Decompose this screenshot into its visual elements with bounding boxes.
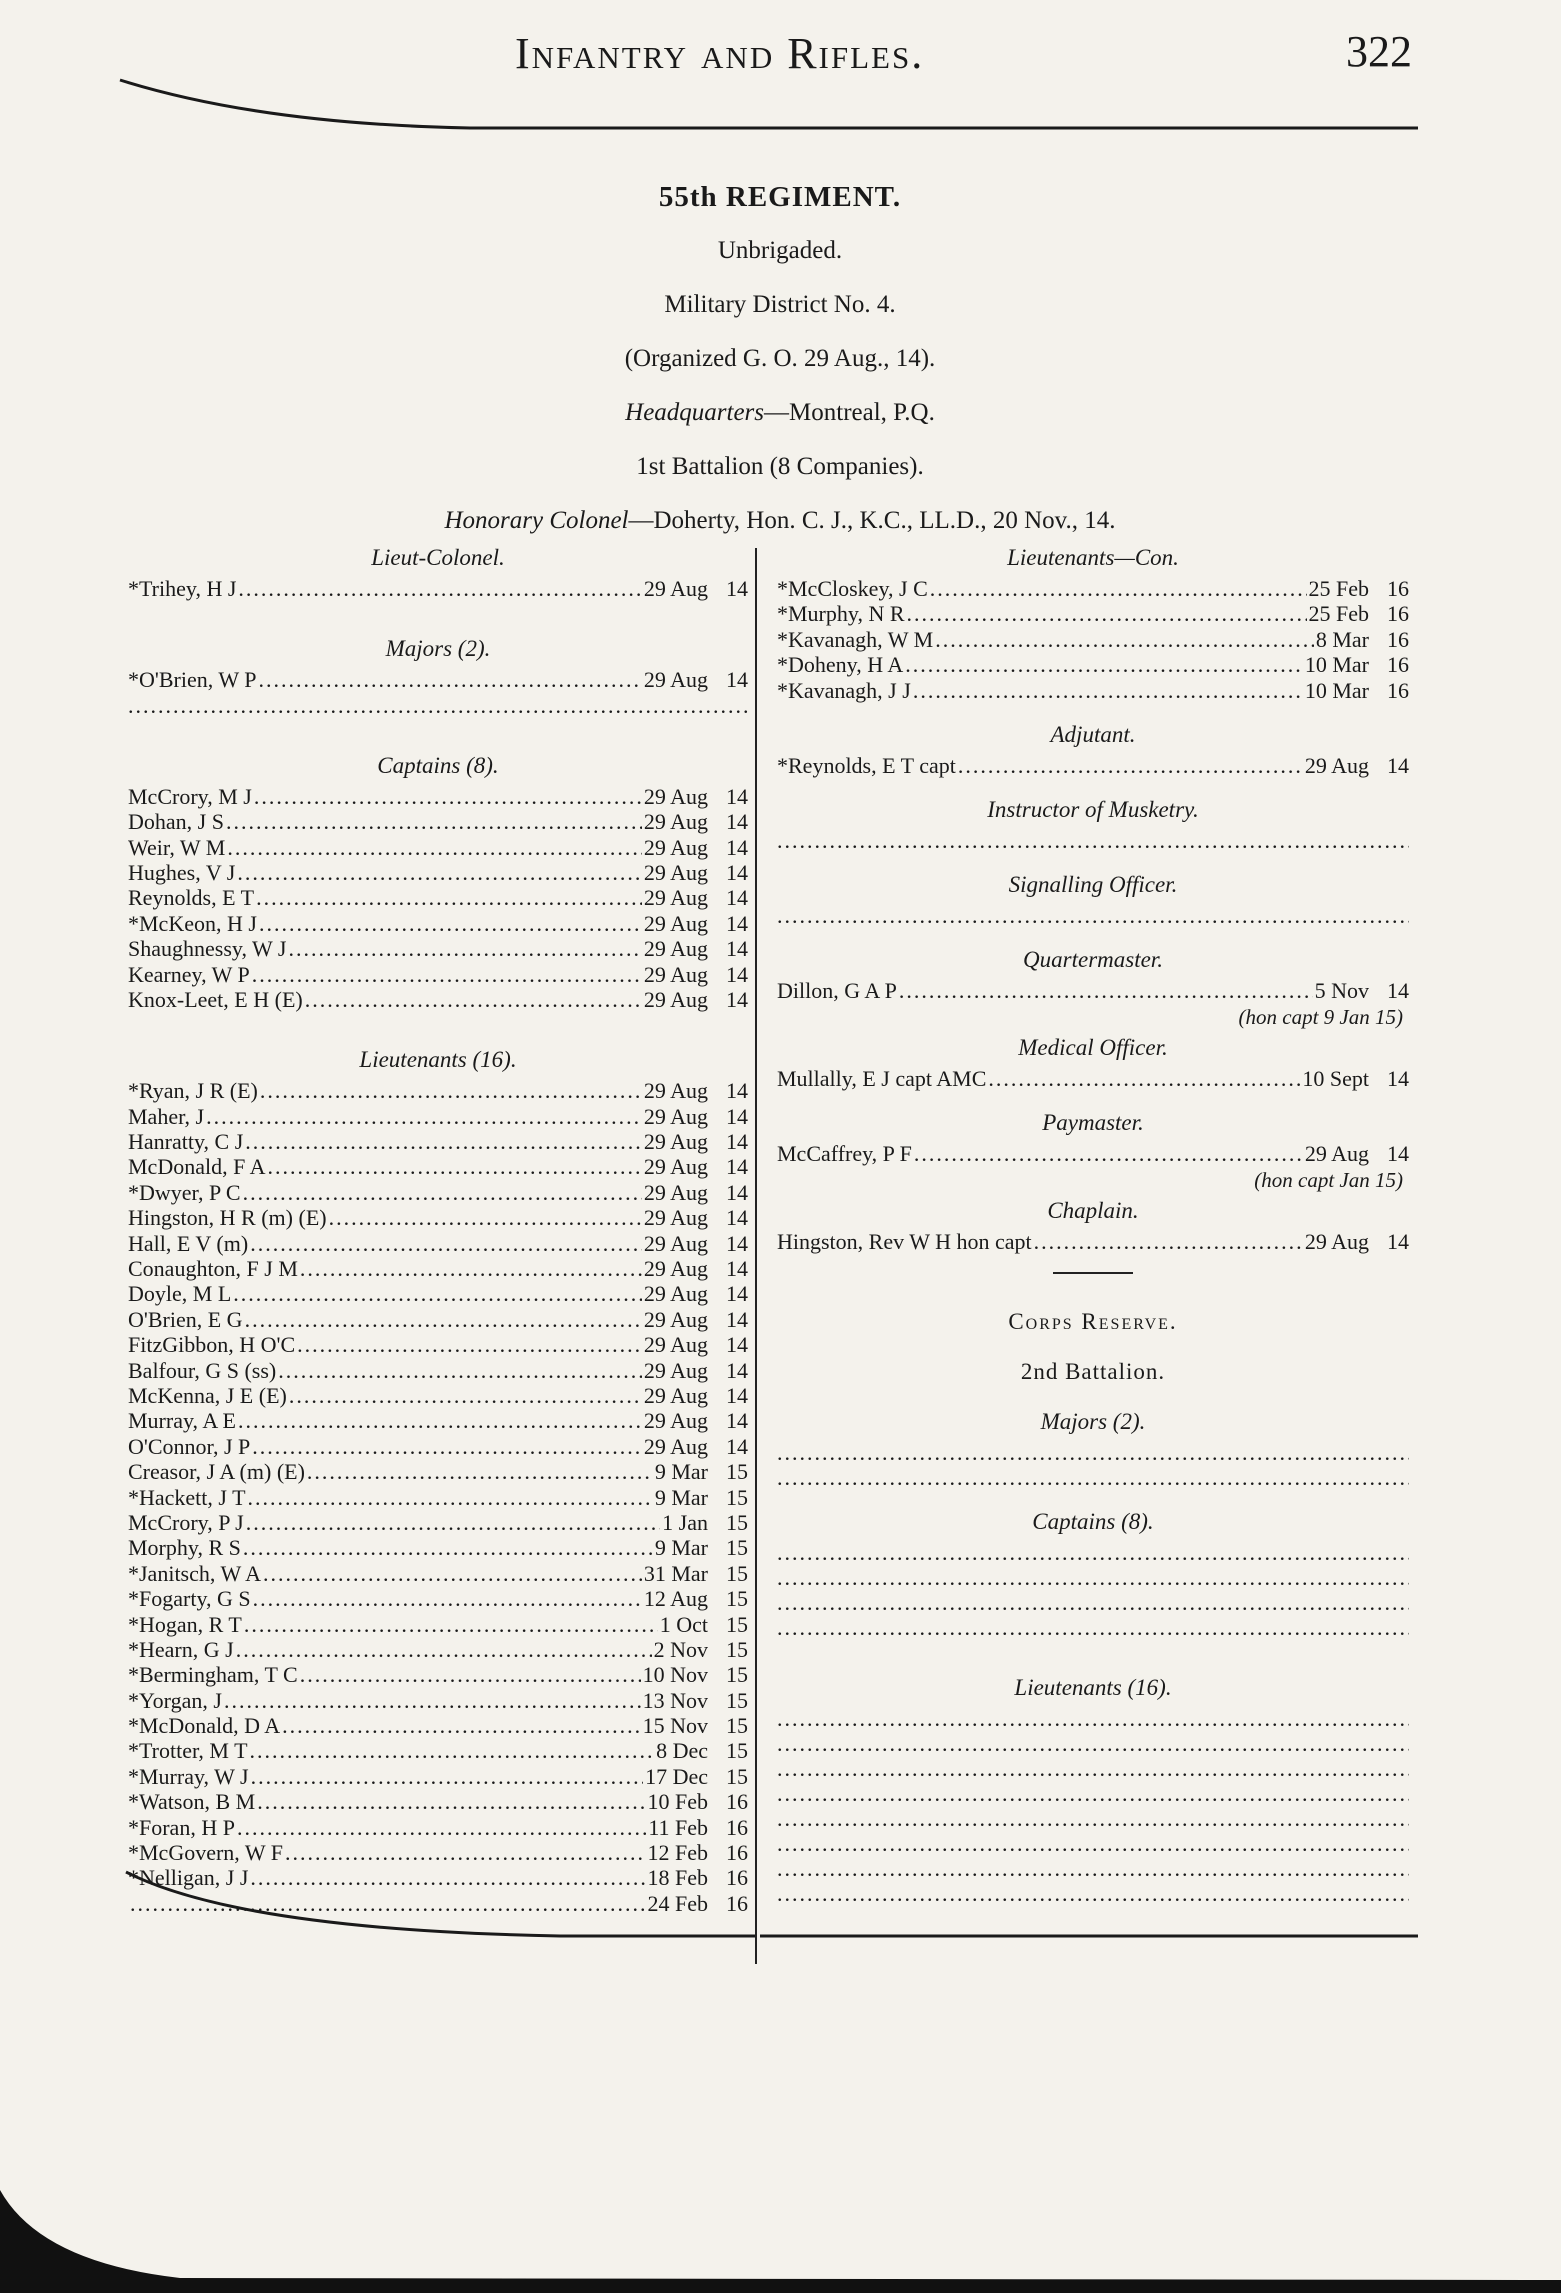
- entry-date: 9 Mar: [654, 1535, 708, 1561]
- entry-date: 31 Mar: [643, 1560, 708, 1586]
- entry-year: 14: [726, 1281, 748, 1307]
- entry-year: 15: [726, 1662, 748, 1688]
- lieut-colonel-list: [128, 576, 748, 601]
- roster-entry: [128, 1840, 748, 1865]
- paymaster-note: (hon capt Jan 15): [1254, 1167, 1403, 1192]
- regiment-title: 55th REGIMENT.: [658, 181, 902, 213]
- vacant-line: [777, 1881, 1409, 1906]
- entry-year: 14: [726, 1357, 748, 1383]
- entry-name: Murray, A E: [128, 1408, 236, 1434]
- entry-name: *O'Brien, W P: [128, 667, 257, 693]
- entry-year: 14: [726, 1332, 748, 1358]
- vacant-line: [777, 1465, 1409, 1490]
- organized-line: (Organized G. O. 29 Aug., 14).: [624, 345, 936, 372]
- entry-name: *Hackett, J T: [128, 1484, 246, 1510]
- entry-name: Hingston, Rev W H hon capt: [777, 1228, 1032, 1254]
- entry-name: *Doheny, H A: [777, 652, 904, 678]
- roster-entry: [777, 601, 1409, 626]
- entry-name: Creasor, J A (m) (E): [128, 1459, 305, 1485]
- entry-date: 2 Nov: [653, 1636, 708, 1662]
- vacant-line: [777, 1706, 1409, 1731]
- captains-list: [128, 784, 748, 1013]
- entry-year: 16: [1387, 601, 1409, 627]
- entry-date: 29 Aug: [1304, 1141, 1369, 1167]
- entry-year: 14: [726, 1433, 748, 1459]
- entry-date: 8 Mar: [1315, 626, 1369, 652]
- entry-name: *Hogan, R T: [128, 1611, 242, 1637]
- entry-year: 16: [726, 1840, 748, 1866]
- vacant-line: [777, 903, 1409, 928]
- entry-date: 29 Aug: [643, 1256, 708, 1282]
- chaplain-heading: Chaplain.: [1047, 1197, 1139, 1223]
- entry-year: 14: [726, 885, 748, 911]
- entry-year: 15: [726, 1611, 748, 1637]
- vacant-line: [777, 1565, 1409, 1590]
- entry-year: 14: [726, 1078, 748, 1104]
- entry-name: *Trihey, H J: [128, 576, 237, 601]
- entry-year: 16: [726, 1814, 748, 1840]
- vacant-line: [777, 1540, 1409, 1565]
- reserve-lieutenants-heading: Lieutenants (16).: [1014, 1674, 1172, 1700]
- roster-entry: [128, 1383, 748, 1408]
- entry-year: 16: [1387, 677, 1409, 703]
- entry-name: Weir, W M: [128, 834, 226, 860]
- entry-year: 14: [1387, 978, 1409, 1004]
- column-divider: [755, 548, 757, 1964]
- reserve-battalion-line: 2nd Battalion.: [1020, 1358, 1166, 1384]
- entry-year: 14: [726, 667, 748, 693]
- entry-date: 10 Feb: [647, 1789, 708, 1815]
- vacant-line: [777, 1831, 1409, 1856]
- entry-year: 15: [726, 1560, 748, 1586]
- entry-year: 14: [726, 1230, 748, 1256]
- entry-name: O'Connor, J P: [128, 1433, 251, 1459]
- entry-date: 10 Nov: [642, 1662, 708, 1688]
- roster-entry: [128, 1815, 748, 1840]
- entry-year: 14: [726, 910, 748, 936]
- entry-date: 29 Aug: [643, 783, 708, 809]
- roster-entry: [128, 1891, 748, 1916]
- entry-date: 29 Aug: [643, 885, 708, 911]
- majors-heading: Majors (2).: [385, 636, 491, 662]
- entry-year: 14: [726, 1205, 748, 1231]
- lieutenants-list: [128, 1078, 748, 1916]
- vacant-line: [777, 1856, 1409, 1881]
- entry-name: *McCloskey, J C: [777, 576, 928, 601]
- roster-entry: [128, 1637, 748, 1662]
- roster-entry: [128, 936, 748, 961]
- entry-name: *Ryan, J R (E): [128, 1078, 258, 1104]
- entry-date: 29 Aug: [643, 1205, 708, 1231]
- reserve-majors-heading: Majors (2).: [1040, 1408, 1146, 1434]
- entry-year: 14: [726, 576, 748, 601]
- entry-date: 25 Feb: [1308, 601, 1369, 627]
- entry-name: Hanratty, C J: [128, 1129, 244, 1155]
- adjutant-heading: Adjutant.: [1050, 721, 1136, 747]
- roster-entry: [128, 860, 748, 885]
- roster-entry: [128, 1713, 748, 1738]
- roster-entry: [128, 1586, 748, 1611]
- entry-date: 12 Aug: [643, 1586, 708, 1612]
- entry-year: 14: [726, 1154, 748, 1180]
- roster-entry: [777, 652, 1409, 677]
- roster-entry: [128, 1358, 748, 1383]
- entry-date: 25 Feb: [1308, 576, 1369, 601]
- lieutenants-con-heading: Lieutenants—Con.: [1007, 545, 1179, 570]
- reserve-lieutenants-vacancies: [777, 1706, 1409, 1906]
- roster-entry: [128, 987, 748, 1012]
- entry-name: McCrory, P J: [128, 1509, 244, 1535]
- majors-list: [128, 667, 748, 692]
- roster-entry: [128, 1129, 748, 1154]
- entry-date: 29 Aug: [643, 834, 708, 860]
- entry-name: Kearney, W P: [128, 961, 250, 987]
- entry-year: 16: [726, 1890, 748, 1916]
- entry-year: 16: [1387, 626, 1409, 652]
- reserve-captains-vacancies: [777, 1540, 1409, 1640]
- header-rule: [0, 0, 1561, 140]
- roster-entry: [128, 1408, 748, 1433]
- entry-date: 29 Aug: [643, 1129, 708, 1155]
- entry-name: Balfour, G S (ss): [128, 1357, 277, 1383]
- entry-name: *Dwyer, P C: [128, 1179, 241, 1205]
- roster-entry: [128, 1561, 748, 1586]
- entry-date: 29 Aug: [643, 576, 708, 601]
- roster-entry: [128, 1612, 748, 1637]
- entry-year: 15: [726, 1459, 748, 1485]
- entry-year: 14: [726, 1306, 748, 1332]
- entry-name: Reynolds, E T: [128, 885, 255, 911]
- honorary-colonel-label: Honorary Colonel: [444, 507, 629, 534]
- entry-year: 15: [726, 1586, 748, 1612]
- entry-date: 29 Aug: [643, 1078, 708, 1104]
- vacant-line: [128, 693, 748, 718]
- entry-name: McDonald, F A: [128, 1154, 266, 1180]
- entry-year: 15: [726, 1738, 748, 1764]
- entry-year: 16: [726, 1865, 748, 1891]
- entry-year: 14: [1387, 1065, 1409, 1091]
- roster-entry: [128, 1154, 748, 1179]
- signalling-heading: Signalling Officer.: [1008, 872, 1178, 898]
- entry-name: Doyle, M L: [128, 1281, 232, 1307]
- entry-date: 10 Mar: [1304, 652, 1369, 678]
- entry-name: *Hearn, G J: [128, 1636, 234, 1662]
- quartermaster-row: [777, 978, 1409, 1003]
- running-title: Infantry and Rifles.: [515, 29, 925, 78]
- entry-name: O'Brien, E G: [128, 1306, 243, 1332]
- entry-year: 14: [726, 1129, 748, 1155]
- entry-date: 29 Aug: [643, 910, 708, 936]
- regiment-heading: [120, 170, 1440, 548]
- entry-date: 1 Jan: [662, 1509, 708, 1535]
- roster-entry: [128, 1688, 748, 1713]
- entry-date: 12 Feb: [647, 1840, 708, 1866]
- entry-date: 5 Nov: [1314, 978, 1369, 1004]
- roster-entry: [128, 576, 748, 601]
- left-column: [128, 540, 748, 1916]
- roster-entry: [128, 1180, 748, 1205]
- page-number: 322: [1346, 27, 1412, 76]
- entry-year: 15: [726, 1763, 748, 1789]
- entry-name: Maher, J: [128, 1103, 205, 1129]
- entry-year: 14: [726, 1103, 748, 1129]
- entry-date: 29 Aug: [643, 1306, 708, 1332]
- entry-name: Dillon, G A P: [777, 978, 897, 1004]
- entry-name: *Fogarty, G S: [128, 1586, 251, 1612]
- roster-entry: [128, 1738, 748, 1763]
- entry-year: 15: [726, 1636, 748, 1662]
- entry-name: McCaffrey, P F: [777, 1141, 912, 1167]
- chaplain-row: [777, 1229, 1409, 1254]
- entry-date: 29 Aug: [1304, 1228, 1369, 1254]
- entry-name: *Janitsch, W A: [128, 1560, 262, 1586]
- entry-date: 29 Aug: [643, 1357, 708, 1383]
- right-column: [777, 540, 1409, 1906]
- lieut-colonel-heading: Lieut-Colonel.: [371, 545, 505, 570]
- entry-name: *Foran, H P: [128, 1814, 235, 1840]
- medical-row: [777, 1066, 1409, 1091]
- roster-entry: [128, 962, 748, 987]
- roster-entry: [128, 1332, 748, 1357]
- entry-date: 13 Nov: [642, 1687, 708, 1713]
- entry-name: Hingston, H R (m) (E): [128, 1205, 327, 1231]
- entry-year: 16: [1387, 652, 1409, 678]
- entry-year: 14: [1387, 752, 1409, 778]
- entry-date: 10 Sept: [1302, 1065, 1369, 1091]
- roster-entry: [128, 1535, 748, 1560]
- roster-entry: [128, 784, 748, 809]
- entry-date: 29 Aug: [643, 1332, 708, 1358]
- entry-date: 29 Aug: [643, 1154, 708, 1180]
- roster-entry: [128, 667, 748, 692]
- entry-date: 29 Aug: [1304, 752, 1369, 778]
- entry-name: *Kavanagh, W M: [777, 626, 934, 652]
- entry-name: Dohan, J S: [128, 809, 224, 835]
- entry-name: *Watson, B M: [128, 1789, 256, 1815]
- entry-year: 14: [1387, 1228, 1409, 1254]
- entry-date: 29 Aug: [643, 1179, 708, 1205]
- entry-date: 9 Mar: [654, 1484, 708, 1510]
- entry-date: 18 Feb: [647, 1865, 708, 1891]
- vacant-line: [777, 1781, 1409, 1806]
- entry-year: 14: [726, 936, 748, 962]
- roster-entry: [128, 1434, 748, 1459]
- entry-date: 29 Aug: [643, 1230, 708, 1256]
- entry-name: Morphy, R S: [128, 1535, 241, 1561]
- entry-date: 11 Feb: [648, 1814, 708, 1840]
- reserve-captains-heading: Captains (8).: [1032, 1508, 1154, 1534]
- vacant-line: [777, 1615, 1409, 1640]
- roster-entry: [128, 1104, 748, 1129]
- vacant-line: [777, 1590, 1409, 1615]
- entry-name: Conaughton, F J M: [128, 1256, 298, 1282]
- roster-entry: [777, 678, 1409, 703]
- roster-entry: [128, 1789, 748, 1814]
- entry-year: 14: [1387, 1141, 1409, 1167]
- entry-year: 14: [726, 961, 748, 987]
- entry-year: 14: [726, 859, 748, 885]
- entry-name: McKenna, J E (E): [128, 1382, 287, 1408]
- roster-entry: [128, 1485, 748, 1510]
- vacant-line: [777, 1756, 1409, 1781]
- battalion-line: 1st Battalion (8 Companies).: [636, 453, 924, 480]
- adjutant-row: [777, 753, 1409, 778]
- entry-year: 14: [726, 1179, 748, 1205]
- entry-date: 29 Aug: [643, 961, 708, 987]
- headquarters-label: Headquarters: [625, 399, 765, 426]
- entry-name: Shaughnessy, W J: [128, 936, 287, 962]
- entry-name: Knox-Leet, E H (E): [128, 986, 303, 1012]
- entry-year: 15: [726, 1713, 748, 1739]
- section-rule: [1053, 1272, 1133, 1274]
- corps-reserve-heading: Corps Reserve.: [1008, 1308, 1178, 1334]
- entry-date: 29 Aug: [643, 1281, 708, 1307]
- roster-entry: [128, 1281, 748, 1306]
- entry-year: 16: [726, 1789, 748, 1815]
- entry-year: 14: [726, 809, 748, 835]
- paymaster-row: [777, 1141, 1409, 1166]
- roster-entry: [128, 1865, 748, 1890]
- roster-entry: [128, 835, 748, 860]
- roster-entry: [128, 1307, 748, 1332]
- lieutenants-heading: Lieutenants (16).: [359, 1047, 517, 1073]
- roster-entry: [128, 1510, 748, 1535]
- quartermaster-note: (hon capt 9 Jan 15): [1238, 1004, 1403, 1029]
- entry-name: *Yorgan, J: [128, 1687, 222, 1713]
- musketry-heading: Instructor of Musketry.: [987, 797, 1199, 823]
- entry-name: *Reynolds, E T capt: [777, 752, 956, 778]
- entry-name: *Nelligan, J J: [128, 1865, 249, 1891]
- entry-date: 17 Dec: [645, 1763, 708, 1789]
- entry-year: 14: [726, 1382, 748, 1408]
- vacant-line: [777, 1731, 1409, 1756]
- entry-name: *Kavanagh, J J: [777, 677, 911, 703]
- entry-date: 29 Aug: [643, 936, 708, 962]
- entry-date: 29 Aug: [643, 986, 708, 1012]
- roster-entry: [128, 1459, 748, 1484]
- vacant-line: [777, 1440, 1409, 1465]
- entry-name: *Murray, W J: [128, 1763, 249, 1789]
- medical-heading: Medical Officer.: [1018, 1034, 1168, 1060]
- entry-name: *McGovern, W F: [128, 1840, 284, 1866]
- entry-year: 15: [726, 1509, 748, 1535]
- entry-year: 14: [726, 986, 748, 1012]
- headquarters-line: [120, 386, 1440, 440]
- entry-date: 29 Aug: [643, 1433, 708, 1459]
- entry-year: 14: [726, 1256, 748, 1282]
- entry-name: *Bermingham, T C: [128, 1662, 298, 1688]
- entry-name: Mullally, E J capt AMC: [777, 1065, 987, 1091]
- entry-name: Hall, E V (m): [128, 1230, 249, 1256]
- entry-year: 16: [1387, 576, 1409, 601]
- honorary-colonel-value: —Doherty, Hon. C. J., K.C., LL.D., 20 Nov., 14.: [628, 507, 1116, 534]
- roster-entry: [777, 576, 1409, 601]
- entry-date: 24 Feb: [647, 1890, 708, 1916]
- lieutenants-con-list: [777, 576, 1409, 703]
- entry-year: 15: [726, 1687, 748, 1713]
- entry-date: 29 Aug: [643, 1408, 708, 1434]
- entry-name: *McKeon, H J: [128, 910, 257, 936]
- entry-name: *Murphy, N R: [777, 601, 905, 627]
- entry-name: *Trotter, M T: [128, 1738, 248, 1764]
- vacant-line: [777, 828, 1409, 853]
- entry-name: *McDonald, D A: [128, 1713, 281, 1739]
- roster-entry: [128, 1662, 748, 1687]
- entry-name: FitzGibbon, H O'C: [128, 1332, 296, 1358]
- vacant-line: [777, 1806, 1409, 1831]
- entry-year: 14: [726, 1408, 748, 1434]
- entry-date: 29 Aug: [643, 809, 708, 835]
- roster-entry: [128, 911, 748, 936]
- entry-year: 15: [726, 1535, 748, 1561]
- entry-year: 14: [726, 834, 748, 860]
- entry-name: Hughes, V J: [128, 859, 236, 885]
- entry-date: 10 Mar: [1304, 677, 1369, 703]
- district-line: Military District No. 4.: [664, 291, 896, 318]
- quartermaster-heading: Quartermaster.: [1023, 947, 1163, 973]
- roster-entry: [128, 1205, 748, 1230]
- entry-date: 8 Dec: [656, 1738, 708, 1764]
- roster-entry: [128, 809, 748, 834]
- brigade-line: Unbrigaded.: [717, 237, 843, 264]
- entry-date: 1 Oct: [659, 1611, 708, 1637]
- roster-entry: [777, 627, 1409, 652]
- roster-entry: [128, 1764, 748, 1789]
- entry-year: 15: [726, 1484, 748, 1510]
- entry-date: 29 Aug: [643, 1382, 708, 1408]
- headquarters-value: —Montreal, P.Q.: [764, 399, 935, 426]
- paymaster-heading: Paymaster.: [1042, 1110, 1144, 1136]
- entry-year: 14: [726, 783, 748, 809]
- entry-date: 29 Aug: [643, 667, 708, 693]
- roster-entry: [128, 1231, 748, 1256]
- entry-name: McCrory, M J: [128, 783, 252, 809]
- roster-entry: [128, 1078, 748, 1103]
- entry-date: 29 Aug: [643, 1103, 708, 1129]
- entry-date: 29 Aug: [643, 859, 708, 885]
- roster-entry: [128, 1256, 748, 1281]
- captains-heading: Captains (8).: [377, 752, 499, 778]
- entry-date: 15 Nov: [642, 1713, 708, 1739]
- roster-entry: [128, 885, 748, 910]
- entry-date: 9 Mar: [654, 1459, 708, 1485]
